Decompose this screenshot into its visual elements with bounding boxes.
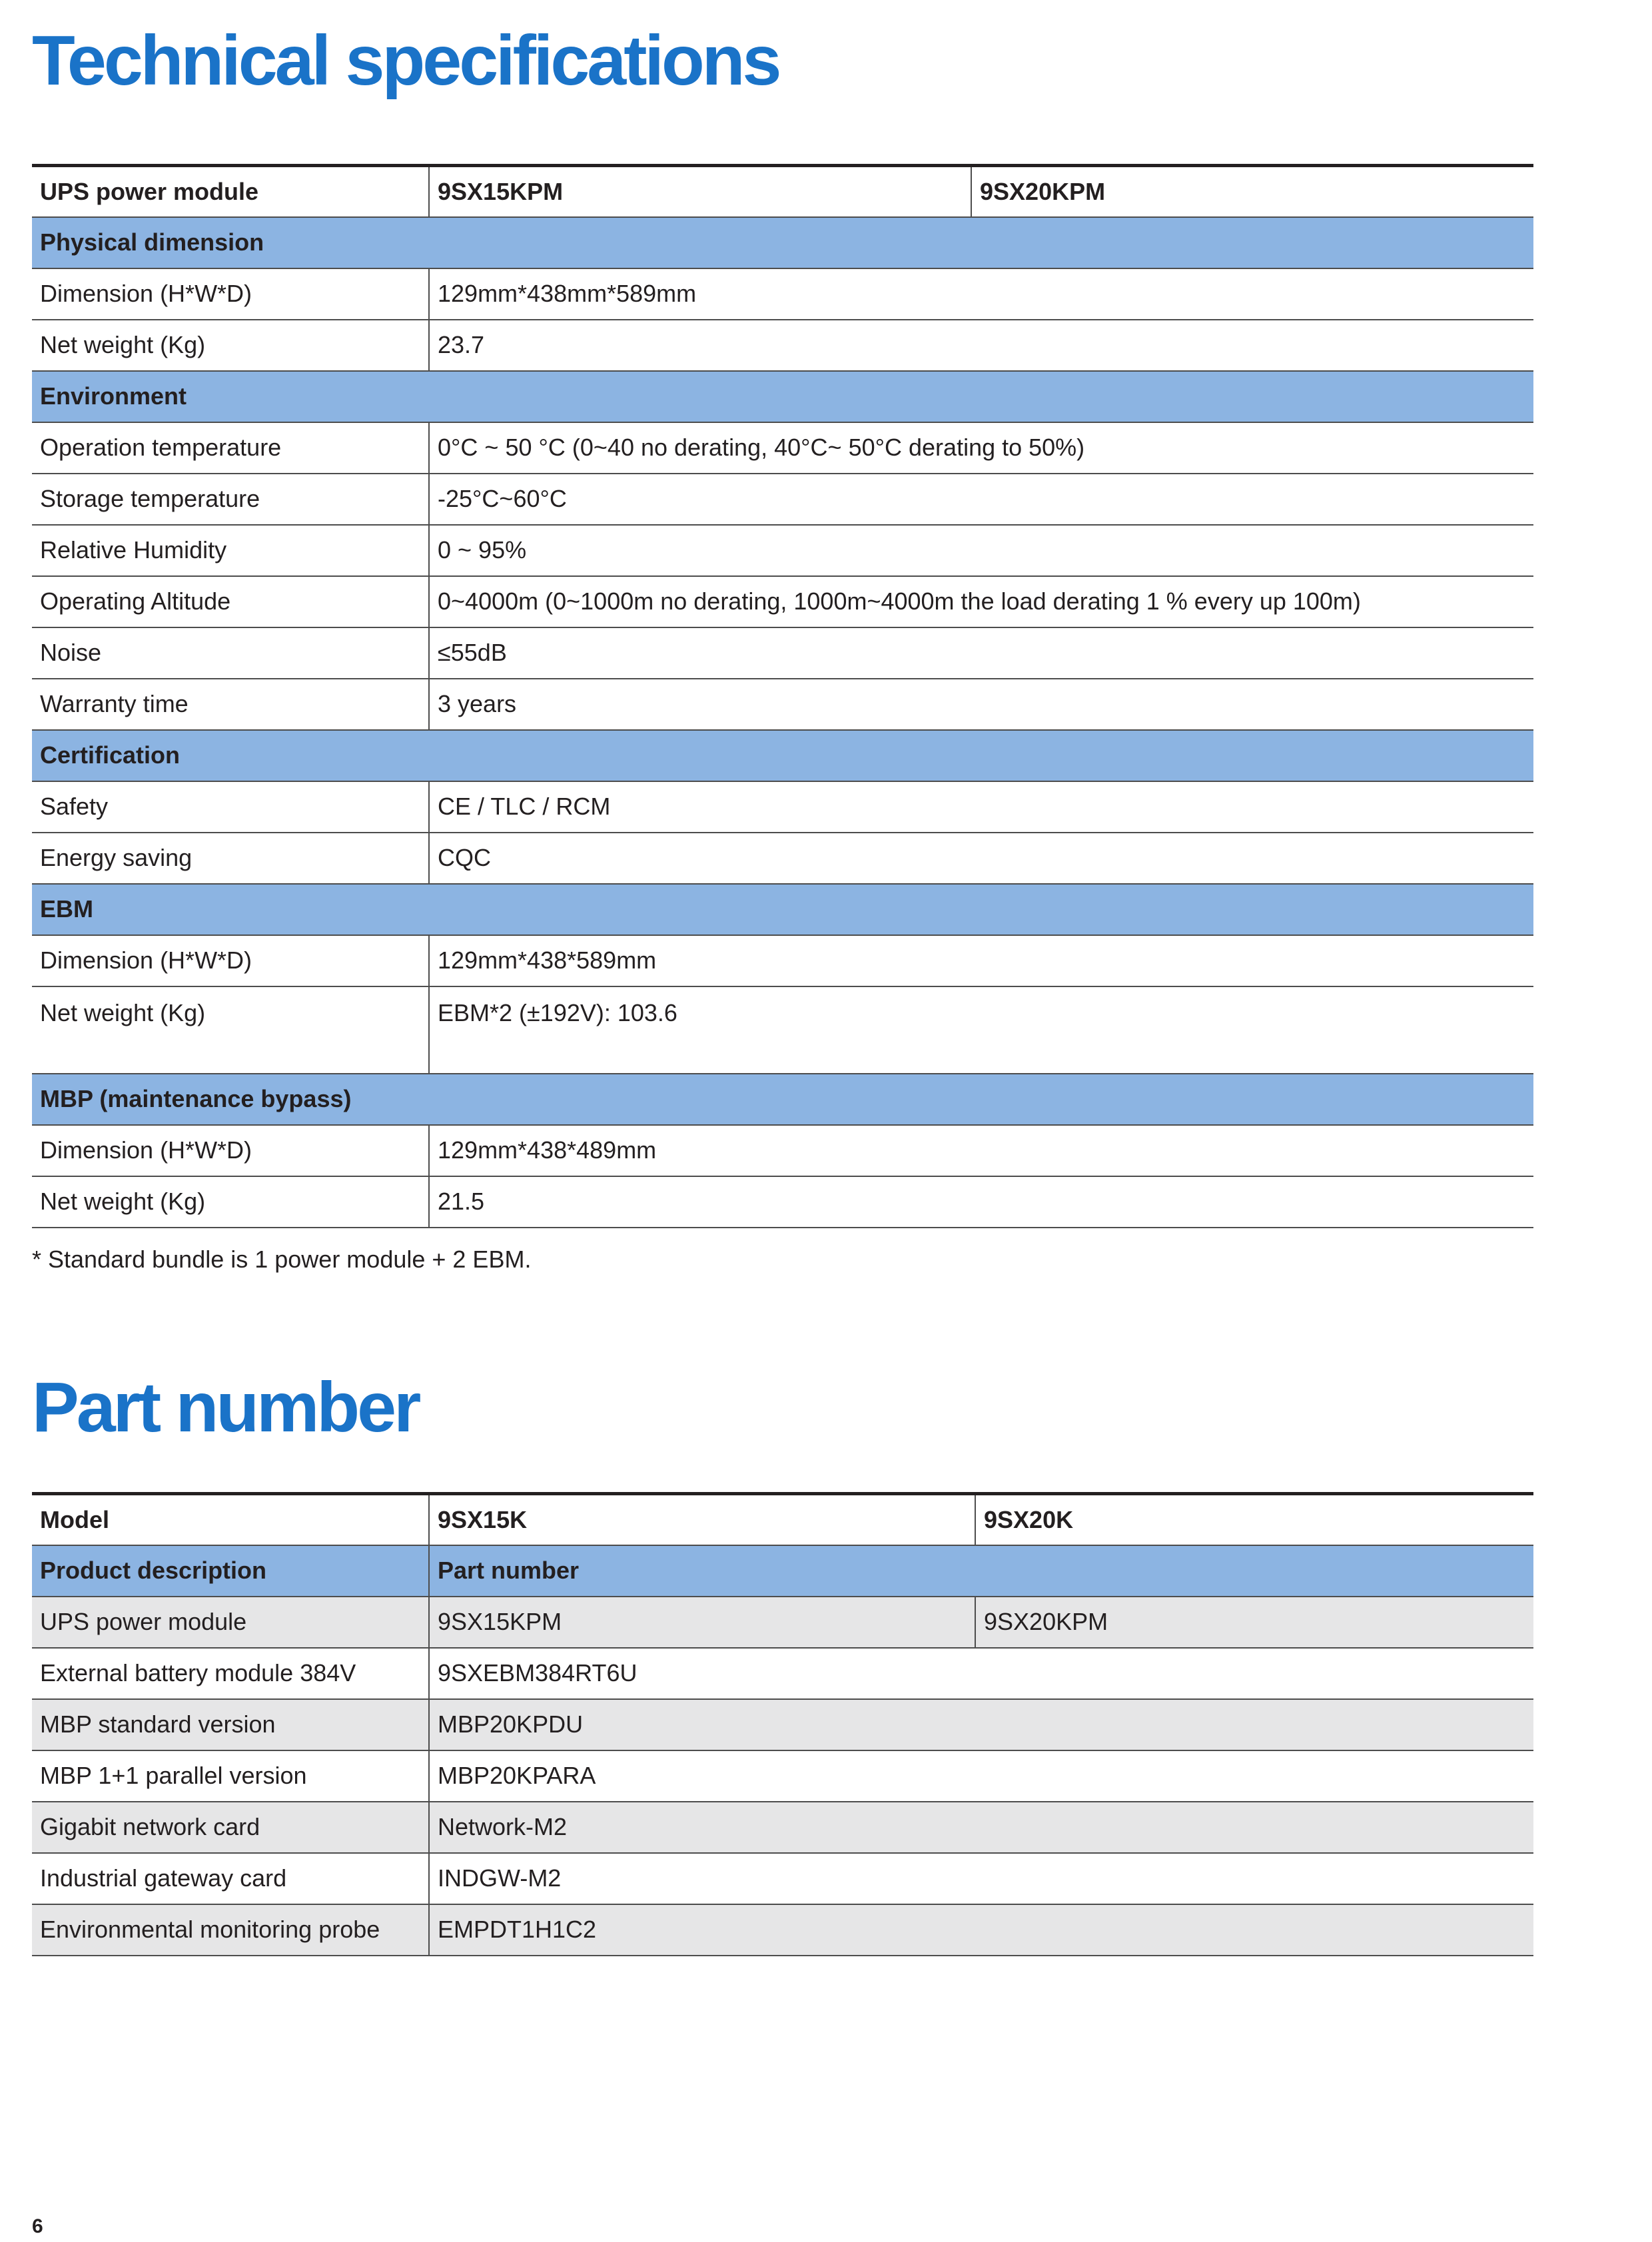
row-value: 3 years [429, 679, 1533, 730]
page-title: Technical specifications [32, 21, 779, 100]
header-label: UPS power module [32, 166, 429, 217]
row-value: ≤55dB [429, 627, 1533, 679]
row-value: 21.5 [429, 1176, 1533, 1228]
row-label: Noise [32, 627, 429, 679]
row-label: Environmental monitoring probe [32, 1904, 429, 1956]
section-row-mbp [32, 1074, 1533, 1125]
row-value: 0 ~ 95% [429, 525, 1533, 576]
header-model-2: 9SX20KPM [971, 166, 1533, 217]
row-label: Relative Humidity [32, 525, 429, 576]
row-value-2: 9SX20KPM [975, 1597, 1533, 1648]
table-row [32, 422, 1533, 474]
table-header-row [32, 166, 1533, 217]
row-value: CQC [429, 833, 1533, 884]
table-row [32, 1750, 1533, 1802]
subheader-label: Product description [32, 1545, 429, 1597]
table-row [32, 268, 1533, 320]
table-row [32, 1802, 1533, 1853]
table-row [32, 1176, 1533, 1228]
row-value: EMPDT1H1C2 [429, 1904, 1533, 1956]
row-value: Network-M2 [429, 1802, 1533, 1853]
row-label: Industrial gateway card [32, 1853, 429, 1904]
table-row [32, 1597, 1533, 1648]
row-value: -25°C~60°C [429, 474, 1533, 525]
row-label: Storage temperature [32, 474, 429, 525]
table-row [32, 1125, 1533, 1176]
page-number: 6 [32, 2215, 43, 2237]
table-row [32, 1853, 1533, 1904]
section-title: Certification [32, 730, 1533, 781]
table-row [32, 1904, 1533, 1956]
section-row-ebm [32, 884, 1533, 935]
subheader-row [32, 1545, 1533, 1597]
table-row [32, 781, 1533, 833]
header-label: Model [32, 1494, 429, 1545]
section-title: Physical dimension [32, 217, 1533, 268]
row-value: 129mm*438*589mm [429, 935, 1533, 986]
table-row [32, 627, 1533, 679]
row-label: External battery module 384V [32, 1648, 429, 1699]
table-row [32, 833, 1533, 884]
table-header-row [32, 1494, 1533, 1545]
footnote: * Standard bundle is 1 power module + 2 EBM. [32, 1246, 532, 1273]
table-row [32, 679, 1533, 730]
row-value: CE / TLC / RCM [429, 781, 1533, 833]
section-title-part-number: Part number [32, 1368, 419, 1447]
table-row [32, 1699, 1533, 1750]
row-label: Dimension (H*W*D) [32, 268, 429, 320]
section-row-environment [32, 371, 1533, 422]
subheader-value: Part number [429, 1545, 1533, 1597]
row-label: Net weight (Kg) [32, 986, 429, 1074]
section-title: Environment [32, 371, 1533, 422]
row-value: 129mm*438*489mm [429, 1125, 1533, 1176]
row-label: Gigabit network card [32, 1802, 429, 1853]
row-label: MBP 1+1 parallel version [32, 1750, 429, 1802]
table-row [32, 935, 1533, 986]
row-label: Operating Altitude [32, 576, 429, 627]
section-title: MBP (maintenance bypass) [32, 1074, 1533, 1125]
table-row [32, 525, 1533, 576]
header-model-2: 9SX20K [975, 1494, 1533, 1545]
table-row [32, 1648, 1533, 1699]
row-value: MBP20KPDU [429, 1699, 1533, 1750]
row-value: 0~4000m (0~1000m no derating, 1000m~4000m the load derating 1 % every up 100m) [429, 576, 1533, 627]
row-value: 23.7 [429, 320, 1533, 371]
technical-specifications-table [32, 164, 1533, 1228]
row-value: 0°C ~ 50 °C (0~40 no derating, 40°C~ 50°C derating to 50%) [429, 422, 1533, 474]
row-label: Safety [32, 781, 429, 833]
row-value: INDGW-M2 [429, 1853, 1533, 1904]
table-row [32, 986, 1533, 1074]
row-value: MBP20KPARA [429, 1750, 1533, 1802]
row-value: 9SXEBM384RT6U [429, 1648, 1533, 1699]
table-row [32, 576, 1533, 627]
row-label: UPS power module [32, 1597, 429, 1648]
row-label: Operation temperature [32, 422, 429, 474]
section-title: EBM [32, 884, 1533, 935]
header-model-1: 9SX15K [429, 1494, 975, 1545]
header-model-1: 9SX15KPM [429, 166, 971, 217]
row-label: Energy saving [32, 833, 429, 884]
row-label: Dimension (H*W*D) [32, 935, 429, 986]
row-label: MBP standard version [32, 1699, 429, 1750]
row-label: Warranty time [32, 679, 429, 730]
row-value: EBM*2 (±192V): 103.6 [429, 986, 1533, 1074]
section-row-certification [32, 730, 1533, 781]
row-label: Net weight (Kg) [32, 1176, 429, 1228]
part-number-table [32, 1492, 1533, 1956]
table-row [32, 474, 1533, 525]
row-value: 129mm*438mm*589mm [429, 268, 1533, 320]
table-row [32, 320, 1533, 371]
row-label: Net weight (Kg) [32, 320, 429, 371]
section-row-physical [32, 217, 1533, 268]
row-label: Dimension (H*W*D) [32, 1125, 429, 1176]
row-value: 9SX15KPM [429, 1597, 975, 1648]
